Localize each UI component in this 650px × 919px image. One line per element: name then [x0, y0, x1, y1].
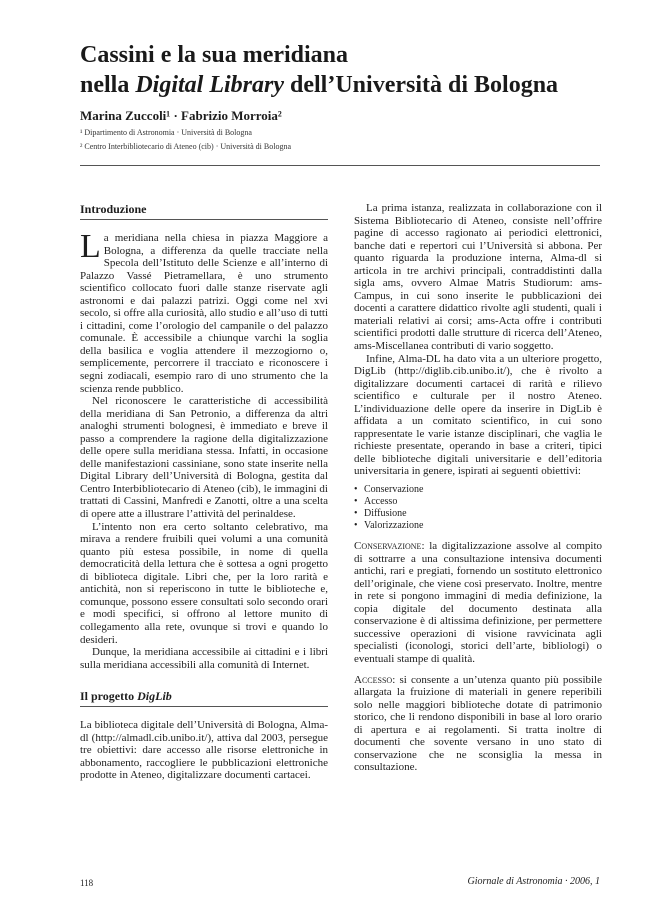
affiliation-2: ² Centro Interbibliotecario di Ateneo (cib) · Università di Bologna: [80, 142, 292, 151]
list-item: • Conservazione: [354, 484, 602, 496]
affiliations: [80, 126, 291, 154]
right-paragraph-2: Infine, Alma-DL ha dato vita a un ulteriore progetto, DigLib (http://diglib.cib.unibo.it/), che è rivolto a digitalizzare documenti cartacei di rarità e rilievo scientifico e culturale per il nostro Ateneo. L’individuazione delle opere da inserire in DigLib è affidata a un comitato scientifico, in cui sono rappresentate le varie istanze disciplinari, che vaglia le richieste presentate, operando in base a criteri, tipici delle biblioteche digitali universitarie e dell’editoria universitaria in genere, ispirati ai seguenti obiettivi:: [354, 352, 602, 478]
accesso-label: Accesso: [354, 673, 393, 686]
affiliation-1: ¹ Dipartimento di Astronomia · Università di Bologna: [80, 128, 252, 137]
page-number: 118: [80, 878, 94, 888]
intro-heading-rule: [80, 219, 328, 220]
drop-cap: L: [80, 228, 101, 265]
diglib-paragraph-1: La biblioteca digitale dell’Università di Bologna, Alma-dl (http://almadl.cib.unibo.it/), attiva dal 2003, persegue tre obiettivi: dare accesso alle risorse elettroniche in abbonamento, raccogliere le pubblicazioni elettroniche prodotte in Ateneo, digitalizzare documenti cartacei.: [80, 719, 328, 782]
list-item: • Diffusione: [354, 508, 602, 520]
intro-paragraph-4: Dunque, la meridiana accessibile ai cittadini e i libri sulla meridiana accessibili alla comunità di Internet.: [80, 646, 328, 671]
accesso-paragraph: Accesso: si consente a un’utenza quanto più possibile allargata la fruizione di materiali in genere reperibili solo nelle maggiori biblioteche dotate di patrimonio storico, che li rendono disponibili in base al loro orario di apertura e ai regolamenti. Si tratta inoltre di documenti che sovente versano in uno stato di conservazione che ne sconsiglia la messa in consultazione.: [354, 673, 602, 774]
left-column: [80, 202, 328, 782]
article-title: [80, 40, 600, 100]
intro-heading: Introduzione: [80, 202, 147, 216]
title-line-1: Cassini e la sua meridiana: [80, 42, 349, 68]
intro-paragraph-3: L’intento non era certo soltanto celebrativo, ma mirava a rendere fruibili quei volumi a una comunità quanto più estesa possibile, in nome di quella democraticità della lettura che è sottesa a ogni progetto di biblioteca digitale. Libri che, per la loro rarità e antichità, non si reperiscono in tutte le biblioteche e, comunque, possono essere consultati solo secondo orari e modi specifici, si offrono al lettore munito di collegamento alla rete, ovunque si trovi e quando lo desideri.: [80, 520, 328, 646]
diglib-heading: Il progetto DigLib: [80, 689, 172, 704]
journal-footer: Giornale di Astronomia · 2006, 1: [467, 876, 600, 887]
intro-paragraph-2: Nel riconoscere le caratteristiche di accessibilità della meridiana di San Petronio, a differenza da altri analoghi strumenti bolognesi, è immediato e breve il passo a comprendere la ragione della digitalizzazione delle opere sulla meridiana stessa. Infatti, in occasione delle manifestazioni cassiniane, sono state inserite nella Digital Library dell’Università di Bologna, gestita dal Centro Interbibliotecario di Ateneo (cib), le immagini di trattati di Cassini, Manfredi e Zanotti, oltre a una scelta di opere atte a illustrare l’attività del perinaldese.: [80, 395, 328, 521]
conservazione-label: Conservazione: [354, 540, 422, 553]
conservazione-paragraph: Conservazione: la digitalizzazione assolve al compito di sottrarre a una consultazione intensiva documenti antichi, rari e pregiati, fornendo un sostituto elettronico dell’originale, che viene così preservato. Inoltre, mentre in rete si pongono immagini di media definizione, la copia digitale del documento destinata alla conservazione è di altissima definizione, per permettere successive operazioni di visione ravvicinata agli specialisti (iconologi, storici dell’arte, bibliologi) o eventuali stampe di qualità.: [354, 540, 602, 665]
title-line-2: nella Digital Library dell’Università di Bologna: [80, 72, 559, 98]
diglib-heading-rule: [80, 706, 328, 707]
right-column: [354, 202, 602, 774]
list-item: • Accesso: [354, 496, 602, 508]
objectives-list: [354, 484, 602, 532]
authors: Marina Zuccoli¹ · Fabrizio Morroia²: [80, 108, 282, 123]
right-paragraph-1: La prima istanza, realizzata in collaborazione con il Sistema Bibliotecario di Ateneo, consiste nell’offrire pagine di accesso ragionato ai periodici elettronici, banche dati e repertori cui l’Università si abbona. Per quanto riguarda la produzione interna, Alma-dl si articola in tre archivi principali, contraddistinti dalla sigla ams, ovvero Almae Matris Studiorum: ams-Campus, in cui sono inserite le pubblicazioni dei docenti a carattere didattico rivolte agli studenti, quali i materiali relativi ai corsi; ams-Acta offre i contributi scientifici prodotti dalle strutture di ricerca dell’Ateneo, ams-Miscellanea contributi di vario soggetto.: [354, 202, 602, 353]
list-item: • Valorizzazione: [354, 520, 602, 532]
title-italic: Digital Library: [135, 72, 285, 98]
intro-paragraph-1: La meridiana nella chiesa in piazza Maggiore a Bologna, a differenza da quelle tracciate nella Specola dell’Istituto delle Scienze e all’interno di Palazzo Vassé Pietramellara, è uno strumento scientifico collocato fuori dalle stanze riservate agli astronomi e dai palazzi patrizi. Oggi come nel xvi secolo, si offre alla curiosità, allo studio e all’uso di tutti i cittadini, come l’orologio del campanile o del palazzo comunale. È accessibile a chiunque varchi la soglia della basilica e voglia attendere il mezzogiorno o, semplicemente, percorrere il tracciato e riconoscere i segni zodiacali, esempio raro di uno strumento che la scienza rende pubblico.: [80, 228, 328, 395]
header-divider: [80, 165, 600, 166]
